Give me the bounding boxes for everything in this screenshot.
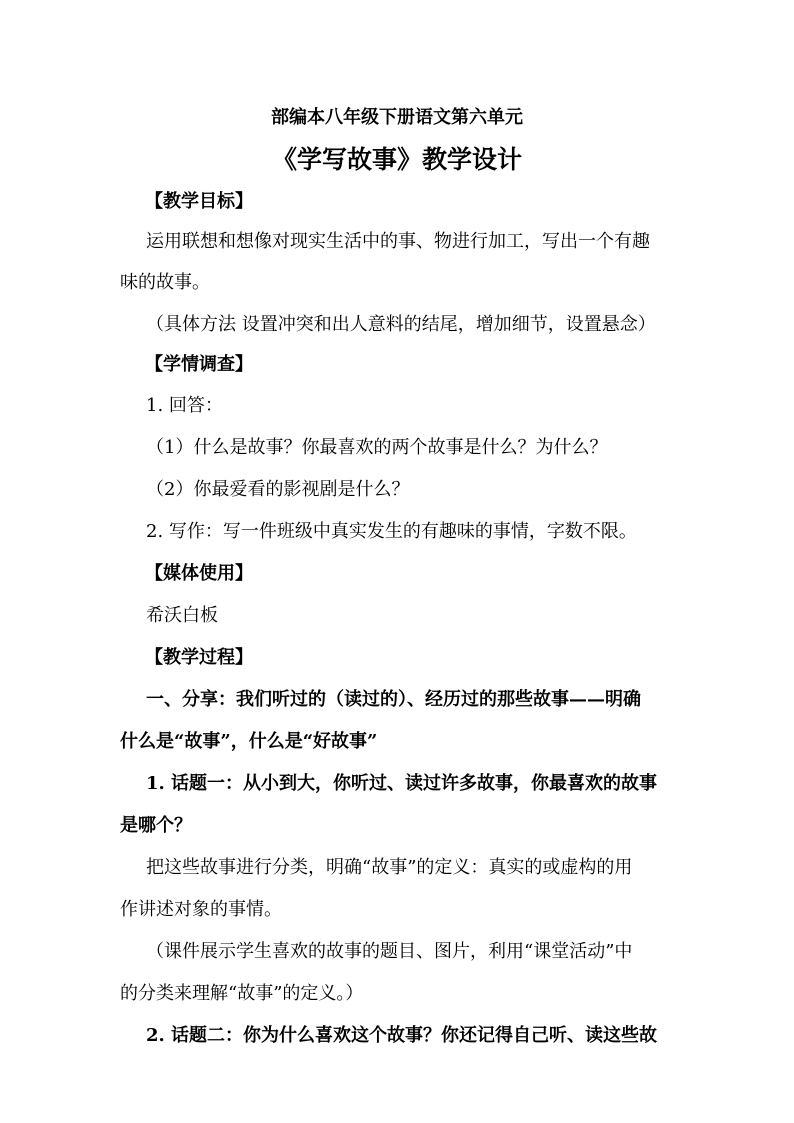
goals-heading: 【教学目标】 [145,191,253,212]
document-subtitle: 部编本八年级下册语文第六单元 [271,107,523,128]
topic-description: 作讲述对象的事情。 [120,899,282,920]
topic-heading: 1. 话题一：从小到大，你听过、读过许多故事，你最喜欢的故事 [146,773,658,794]
goals-line: 运用联想和想像对现实生活中的事、物进行加工，写出一个有趣 [146,231,650,252]
survey-heading: 【学情调查】 [145,354,253,375]
goals-line: 味的故事。 [120,272,210,293]
process-step-heading: 什么是“故事”，什么是“好故事” [120,731,378,752]
survey-item: 1. 回答： [146,395,223,416]
survey-question: （2）你最爱看的影视剧是什么？ [146,479,410,500]
survey-item: 2. 写作：写一件班级中真实发生的有趣味的事情，字数不限。 [146,521,637,542]
process-step-heading: 一、分享：我们听过的（读过的）、经历过的那些故事——明确 [146,689,641,710]
topic-description: 把这些故事进行分类，明确“故事”的定义：真实的或虚构的用 [146,857,633,878]
topic-heading: 2. 话题二：你为什么喜欢这个故事？你还记得自己听、读这些故 [146,1025,658,1046]
document-title: 《学写故事》教学设计 [271,145,522,174]
topic-note: 的分类来理解“故事”的定义。） [120,983,364,1004]
topic-heading: 是哪个？ [120,815,192,836]
process-heading: 【教学过程】 [145,647,253,668]
media-heading: 【媒体使用】 [145,563,253,584]
survey-question: （1）什么是故事？你最喜欢的两个故事是什么？为什么？ [146,437,608,458]
goals-methods: （具体方法 设置冲突和出人意料的结尾，增加细节，设置悬念） [146,314,656,335]
topic-note: （课件展示学生喜欢的故事的题目、图片，利用“课堂活动”中 [146,941,633,962]
media-content: 希沃白板 [146,605,218,626]
